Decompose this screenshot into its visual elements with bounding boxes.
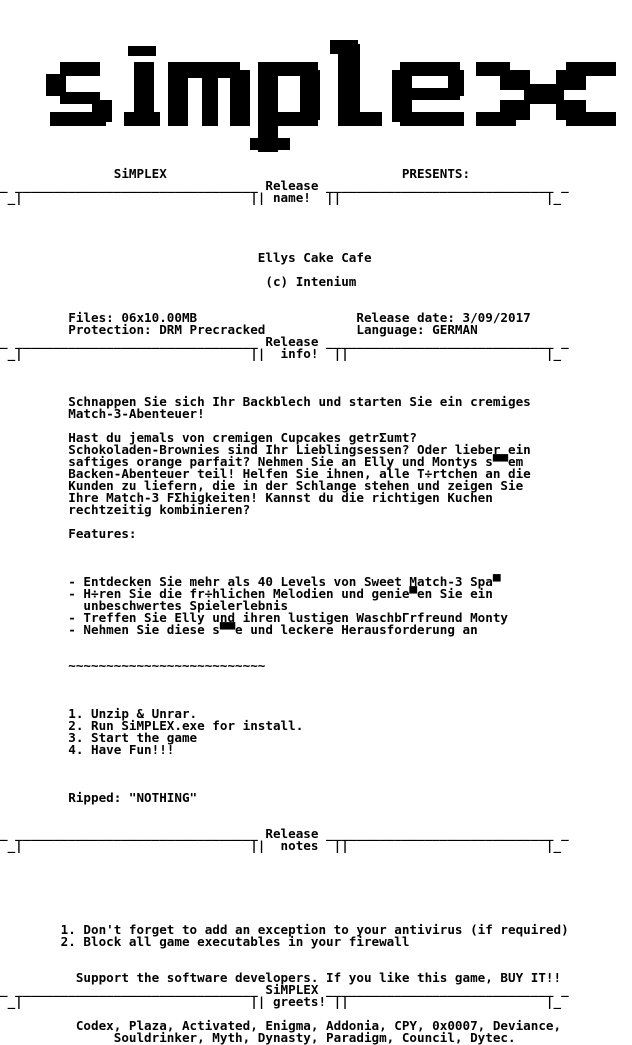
nfo-line	[0, 372, 569, 384]
nfo-line	[0, 228, 569, 240]
nfo-line	[0, 804, 569, 816]
nfo-line	[0, 768, 569, 780]
nfo-line	[0, 756, 569, 768]
nfo-line: 2. Block all game executables in your firewall	[0, 934, 410, 949]
nfo-line	[0, 888, 569, 900]
nfo-line: SiMPLEX PRESENTS:	[0, 166, 471, 181]
nfo-line	[0, 540, 569, 552]
nfo-line: - H÷ren Sie die fr÷hlichen Melodien und genie▀en Sie ein	[0, 586, 493, 601]
nfo-line: Schokoladen-Brownies sind Ihr Lieblingsessen? Oder lieber ein	[0, 442, 531, 457]
nfo-text	[0, 168, 569, 1044]
nfo-line	[0, 864, 569, 876]
nfo-line	[0, 948, 569, 960]
nfo-line	[0, 204, 569, 216]
nfo-line	[0, 852, 569, 864]
nfo-line: Features:	[0, 526, 137, 541]
nfo-line: Souldrinker, Myth, Dynasty, Paradigm, Council, Dytec.	[0, 1030, 516, 1045]
nfo-line	[0, 288, 569, 300]
nfo-line: _| || info! || |_	[0, 346, 562, 361]
nfo-line: (c) Intenium	[0, 274, 357, 289]
nfo-line: ~~~~~~~~~~~~~~~~~~~~~~~~~~	[0, 658, 266, 673]
nfo-line: - Treffen Sie Elly und ihren lustigen WaschbΓrfreund Monty	[0, 610, 508, 625]
nfo-line: Files: 06x10.00MB Release date: 3/09/2017	[0, 310, 531, 325]
nfo-line: saftiges orange parfait? Nehmen Sie an Elly und Montys s▀▀em	[0, 454, 524, 469]
nfo-line: 2. Run SiMPLEX.exe for install.	[0, 718, 304, 733]
nfo-line: Hast du jemals von cremigen Cupcakes getrΣumt?	[0, 430, 418, 445]
nfo-line	[0, 216, 569, 228]
nfo-line: Kunden zu liefern, die in der Schlange stehen und zeigen Sie	[0, 478, 524, 493]
nfo-line: _ ________________________________ Release ______________________________ _	[0, 334, 569, 349]
simplex-logo	[0, 0, 632, 160]
nfo-line: _ ________________________________ SiMPLEX ______________________________ _	[0, 982, 569, 997]
nfo-line: Ripped: "NOTHING"	[0, 790, 198, 805]
nfo-line: _| || greets! || |_	[0, 994, 562, 1009]
nfo-line	[0, 552, 569, 564]
nfo-line: Support the software developers. If you like this game, BUY IT!!	[0, 970, 562, 985]
nfo-line	[0, 636, 569, 648]
nfo-line: unbeschwertes Spielerlebnis	[0, 598, 289, 613]
nfo-line: Schnappen Sie sich Ihr Backblech und starten Sie ein cremiges	[0, 394, 531, 409]
nfo-line: _ ________________________________ Release ______________________________ _	[0, 826, 569, 841]
nfo-line: _| || notes || |_	[0, 838, 562, 853]
nfo-line: Protection: DRM Precracked Language: GERMAN	[0, 322, 478, 337]
nfo-line: 4. Have Fun!!!	[0, 742, 175, 757]
nfo-line: - Entdecken Sie mehr als 40 Levels von Sweet Match-3 Spa▀	[0, 574, 501, 589]
nfo-line	[0, 672, 569, 684]
nfo-line: 1. Unzip & Unrar.	[0, 706, 198, 721]
nfo-line: Ihre Match-3 FΣhigkeiten! Kannst du die richtigen Kuchen	[0, 490, 493, 505]
nfo-line: _ ________________________________ Release ______________________________ _	[0, 178, 569, 193]
nfo-line: 3. Start the game	[0, 730, 198, 745]
nfo-line: rechtzeitig kombinieren?	[0, 502, 251, 517]
nfo-line	[0, 876, 569, 888]
nfo-line: Ellys Cake Cafe	[0, 250, 372, 265]
nfo-line	[0, 900, 569, 912]
nfo-line: 1. Don't forget to add an exception to your antivirus (if required)	[0, 922, 569, 937]
nfo-line	[0, 360, 569, 372]
nfo-line: _| || name! || |_	[0, 190, 562, 205]
nfo-line: - Nehmen Sie diese s▀▀e und leckere Herausforderung an	[0, 622, 478, 637]
nfo-line	[0, 684, 569, 696]
nfo-line: Match-3-Abenteuer!	[0, 406, 205, 421]
nfo-line: Backen-Abenteuer teil! Helfen Sie ihnen, alle T÷rtchen an die	[0, 466, 531, 481]
nfo-line: Codex, Plaza, Activated, Enigma, Addonia, CPY, 0x0007, Deviance,	[0, 1018, 562, 1033]
